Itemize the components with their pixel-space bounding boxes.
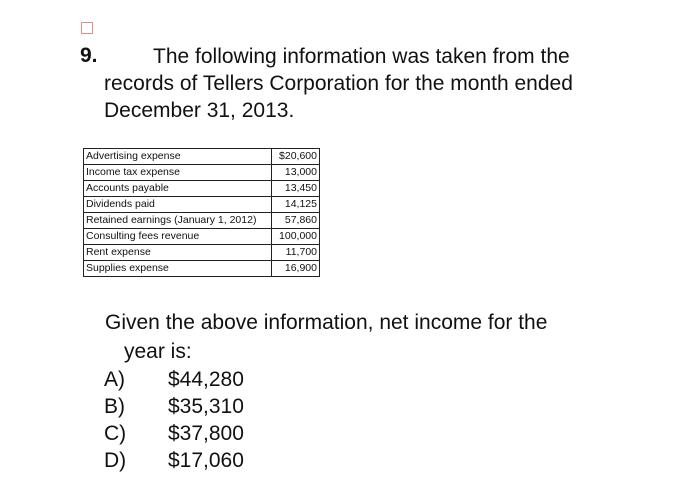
- option-value: $35,310: [168, 395, 244, 418]
- row-value: 100,000: [272, 229, 320, 245]
- row-label: Advertising expense: [84, 149, 272, 165]
- prompt-line-2: year is:: [124, 340, 192, 363]
- option-letter: C): [104, 422, 127, 445]
- table-row: [84, 213, 320, 229]
- question-text-line-2: records of Tellers Corporation for the month ended: [104, 72, 573, 95]
- question-text-line-3: December 31, 2013.: [104, 99, 295, 122]
- question-number: 9.: [80, 44, 98, 67]
- answer-option-c[interactable]: [104, 421, 244, 447]
- table-row: [84, 165, 320, 181]
- table-row: [84, 197, 320, 213]
- row-label: Accounts payable: [84, 181, 272, 197]
- option-value: $17,060: [168, 449, 244, 472]
- table-row: [84, 261, 320, 277]
- table-row: [84, 245, 320, 261]
- option-letter: B): [104, 395, 125, 418]
- row-value: 11,700: [272, 245, 320, 261]
- table-row: [84, 229, 320, 245]
- question-checkbox[interactable]: [81, 22, 93, 34]
- financial-data-table: [83, 148, 320, 277]
- row-value: 13,000: [272, 165, 320, 181]
- answer-option-b[interactable]: [104, 394, 244, 420]
- answer-option-d[interactable]: [104, 448, 244, 474]
- answer-option-a[interactable]: [104, 367, 244, 393]
- prompt-line-1: Given the above information, net income for the: [105, 311, 548, 334]
- option-value: $44,280: [168, 368, 244, 391]
- option-letter: D): [104, 449, 127, 472]
- row-label: Income tax expense: [84, 165, 272, 181]
- option-letter: A): [104, 368, 125, 391]
- row-value: 14,125: [272, 197, 320, 213]
- question-text-line-1: The following information was taken from the: [153, 45, 570, 68]
- row-label: Supplies expense: [84, 261, 272, 277]
- option-value: $37,800: [168, 422, 244, 445]
- row-label: Consulting fees revenue: [84, 229, 272, 245]
- row-label: Rent expense: [84, 245, 272, 261]
- table-row: [84, 149, 320, 165]
- row-label: Dividends paid: [84, 197, 272, 213]
- row-label: Retained earnings (January 1, 2012): [84, 213, 272, 229]
- row-value: $20,600: [272, 149, 320, 165]
- table-row: [84, 181, 320, 197]
- row-value: 13,450: [272, 181, 320, 197]
- row-value: 16,900: [272, 261, 320, 277]
- row-value: 57,860: [272, 213, 320, 229]
